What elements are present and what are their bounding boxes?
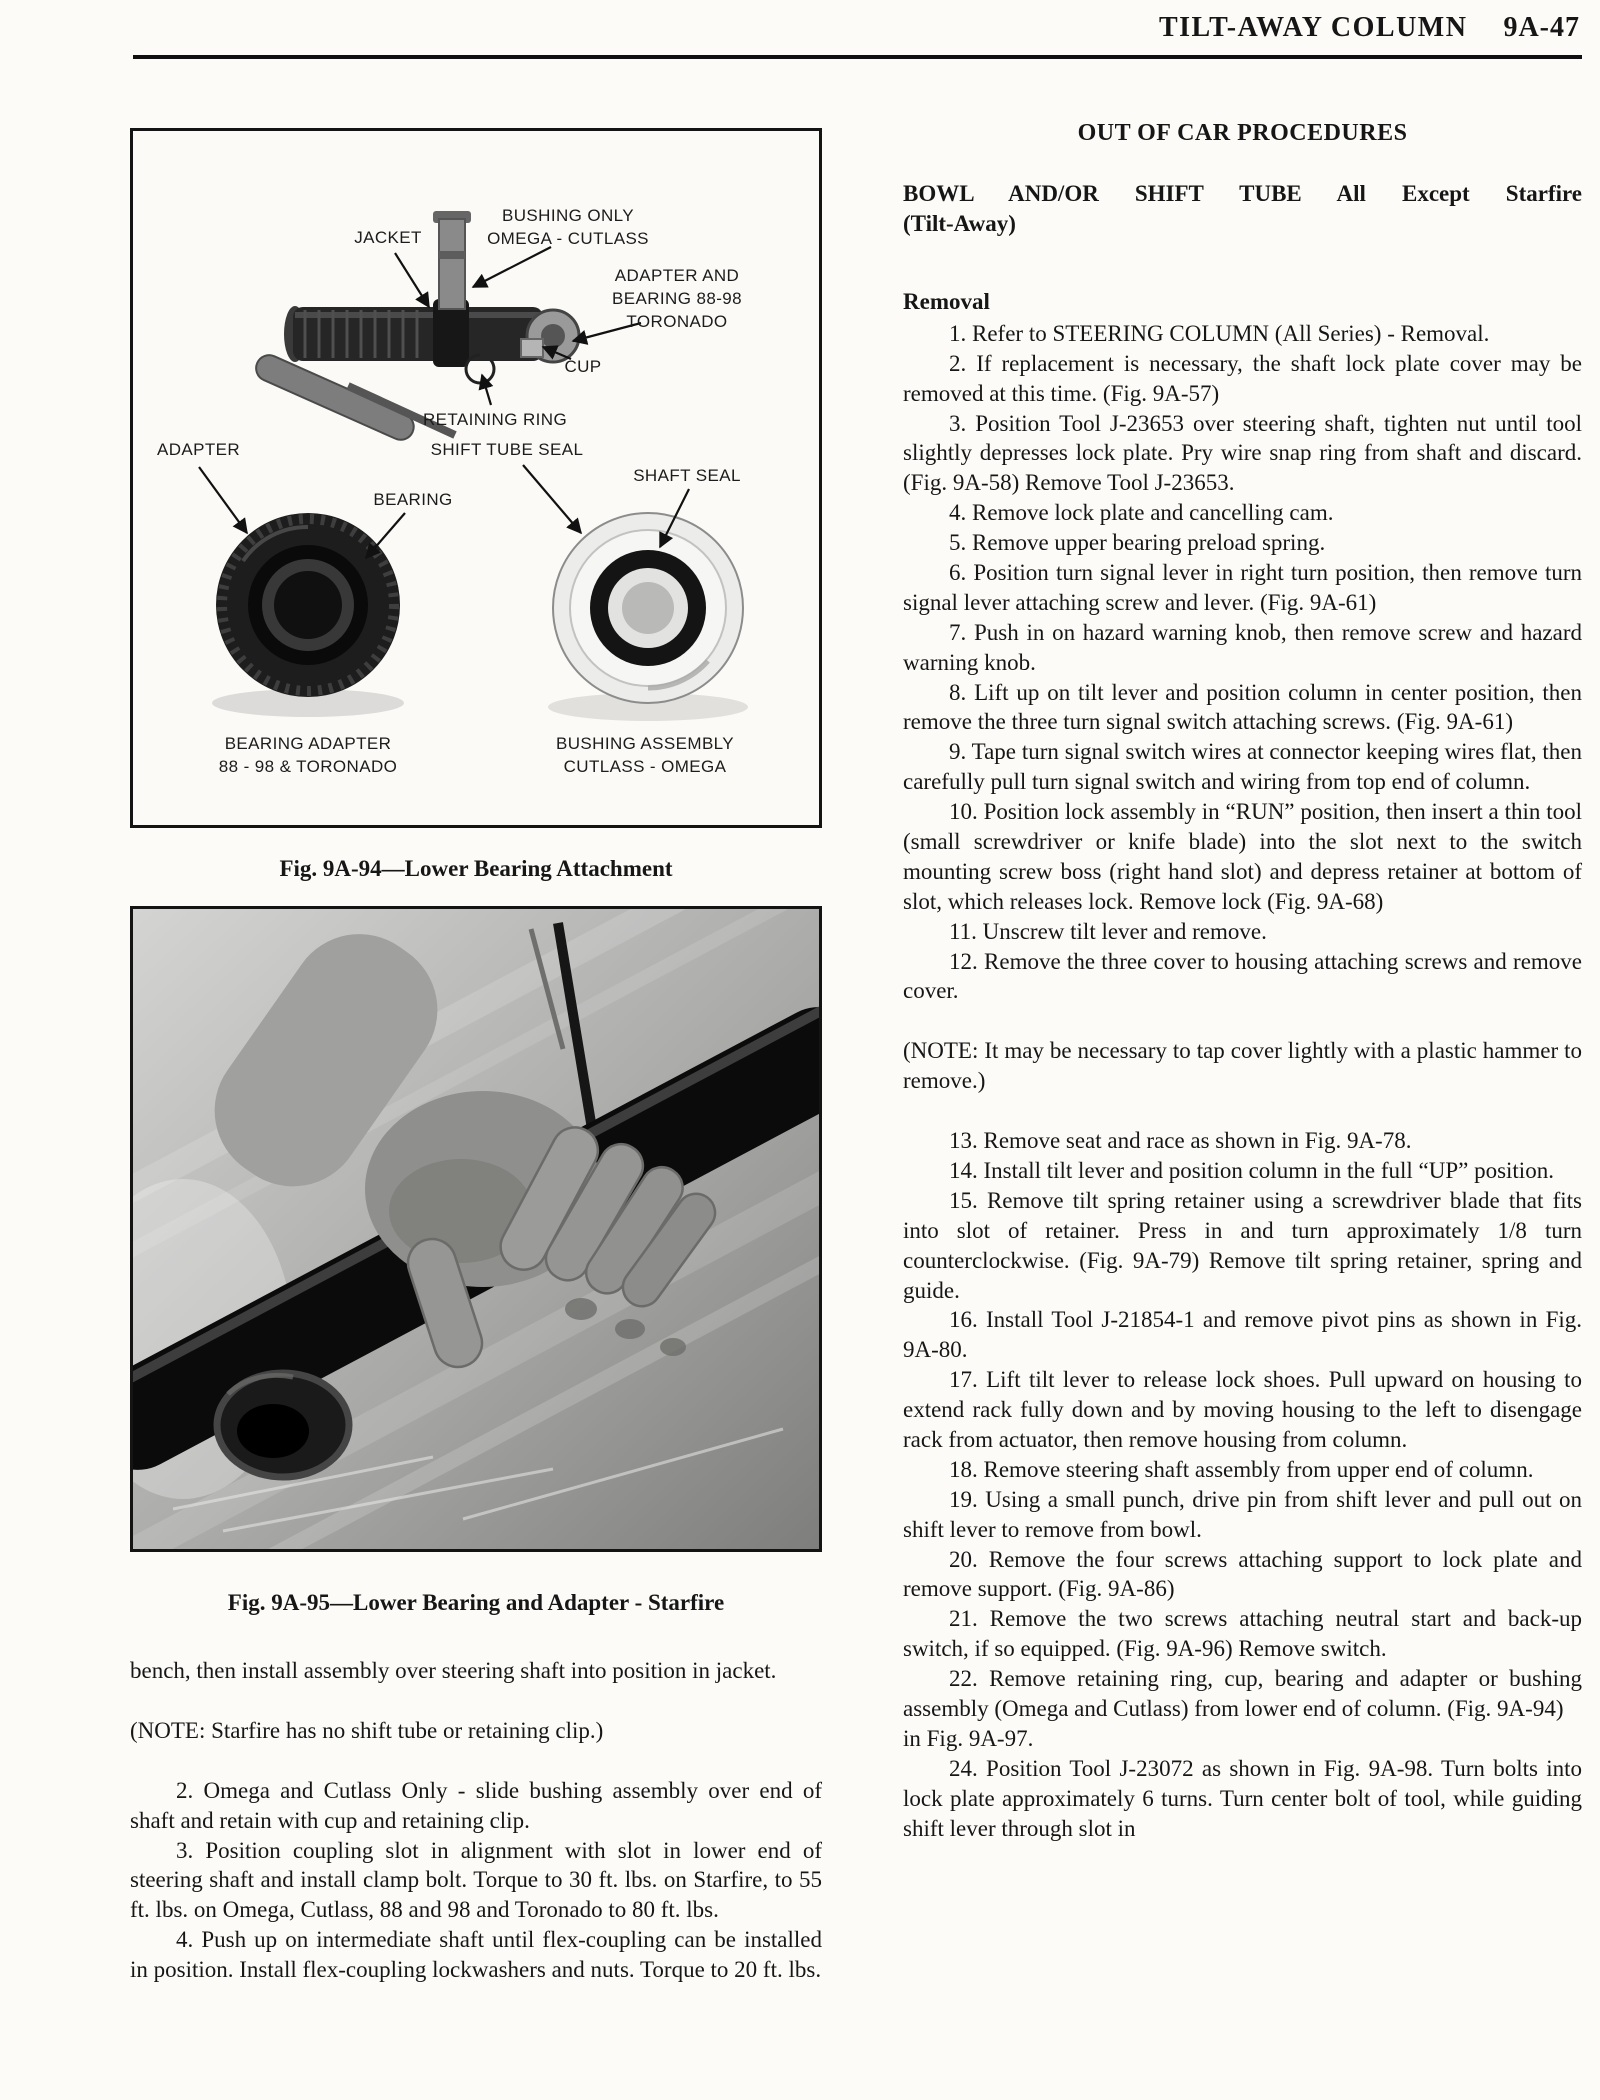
- procedure-step: 19. Using a small punch, drive pin from shift lever and pull out on shift lever to remove from bowl.: [903, 1486, 1582, 1542]
- procedure-step: 1. Refer to STEERING COLUMN (All Series) - Removal.: [949, 320, 1490, 346]
- label-bearing-adapter: BEARING ADAPTER 88 - 98 & TORONADO: [218, 734, 398, 776]
- procedure-step: 2. If replacement is necessary, the shaft lock plate cover may be removed at this time. (Fig. 9A-57): [903, 350, 1582, 406]
- procedure-step: 4. Remove lock plate and cancelling cam.: [949, 500, 1334, 526]
- page-number: 9A-47: [1503, 12, 1580, 43]
- right-column: [903, 118, 1582, 1844]
- procedure-step: 22. Remove retaining ring, cup, bearing and adapter or bushing assembly (Omega and Cutlass) from lower end of column. (Fig. 9A-94): [903, 1666, 1582, 1722]
- procedure-step: 9. Tape turn signal switch wires at connector keeping wires flat, then carefully pull turn signal switch and wiring from top end of column.: [903, 739, 1582, 795]
- header-rule: [133, 55, 1582, 59]
- procedure-step: 18. Remove steering shaft assembly from upper end of column.: [949, 1456, 1534, 1482]
- label-bushing-only: BUSHING ONLY OMEGA - CUTLASS: [487, 206, 649, 248]
- procedure-step: 21. Remove the two screws attaching neutral start and back-up switch, if so equipped. (Fig. 9A-96) Remove switch.: [903, 1606, 1582, 1662]
- label-bushing-assembly: BUSHING ASSEMBLY CUTLASS - OMEGA: [555, 734, 735, 776]
- body-paragraph: bench, then install assembly over steering shaft into position in jacket.: [130, 1658, 777, 1683]
- label-jacket: JACKET: [354, 228, 422, 247]
- figure-9a-94-caption: Fig. 9A-94—Lower Bearing Attachment: [279, 856, 673, 881]
- note-paragraph: (NOTE: It may be necessary to tap cover lightly with a plastic hammer to remove.): [903, 1038, 1582, 1094]
- page-header-title: TILT-AWAY COLUMN: [1158, 12, 1468, 43]
- procedure-step: 24. Position Tool J-23072 as shown in Fig. 9A-98. Turn bolts into lock plate approximately 6 turns. Turn center bolt of tool, while guiding shift lever through slot in: [903, 1755, 1582, 1841]
- label-shaft-seal: SHAFT SEAL: [633, 466, 741, 485]
- procedure-step: 14. Install tilt lever and position column in the full “UP” position.: [949, 1158, 1554, 1184]
- procedure-step: 7. Push in on hazard warning knob, then remove screw and hazard warning knob.: [903, 619, 1582, 675]
- procedure-step: 17. Lift tilt lever to release lock shoes. Pull upward on housing to extend rack fully down and by moving housing to the left to disengage rack from actuator, then remove housing from column.: [903, 1367, 1582, 1453]
- label-shift-tube-seal: SHIFT TUBE SEAL: [430, 440, 584, 459]
- subsection-heading: BOWL AND/OR SHIFT TUBE All Except Starfire (Tilt-Away): [903, 181, 1582, 237]
- lower-bearing-photo: [133, 909, 819, 1549]
- section-title: OUT OF CAR PROCEDURES: [1077, 120, 1408, 146]
- figure-lower-bearing-attachment: [130, 128, 822, 828]
- procedure-step: 3. Position coupling slot in alignment with slot in lower end of steering shaft and install clamp bolt. Torque to 30 ft. lbs. on Starfire, to 55 ft. lbs. on Omega, Cutlass, 88 and 98 and Toronado to 80 ft. lbs.: [130, 1837, 822, 1923]
- left-column-text: [130, 1656, 822, 1985]
- procedure-step: 20. Remove the four screws attaching support to lock plate and remove support. (Fig. 9A-86): [903, 1546, 1582, 1602]
- procedure-step: 3. Position Tool J-23653 over steering shaft, tighten nut until tool slightly depresses lock plate. Pry wire snap ring from shaft and discard. (Fig. 9A-58) Remove Tool J-23653.: [903, 410, 1582, 496]
- label-cup: CUP: [564, 357, 602, 376]
- note-paragraph: (NOTE: Starfire has no shift tube or retaining clip.): [130, 1717, 604, 1743]
- figure-lower-bearing-adapter-photo: [130, 906, 822, 1552]
- procedure-step: 15. Remove tilt spring retainer using a screwdriver blade that fits into slot of retainer. Press in and turn approximately 1/8 turn counterclockwise. (Fig. 9A-79) Remove tilt spring retainer, spring and guide.: [903, 1187, 1582, 1303]
- procedure-step: 6. Position turn signal lever in right turn position, then remove turn signal lever attaching screw and lever. (Fig. 9A-61): [903, 559, 1582, 615]
- left-column: [130, 128, 822, 1985]
- removal-subhead: Removal: [903, 288, 990, 314]
- label-adapter-and-bearing: ADAPTER AND BEARING 88-98 TORONADO: [612, 266, 742, 331]
- procedure-step: 12. Remove the three cover to housing attaching screws and remove cover.: [903, 948, 1582, 1004]
- procedure-step: 8. Lift up on tilt lever and position column in center position, then remove the three turn signal switch attaching screws. (Fig. 9A-61): [903, 679, 1582, 735]
- figure-9a-95-caption: Fig. 9A-95—Lower Bearing and Adapter - Starfire: [227, 1590, 725, 1615]
- label-retaining-ring: RETAINING RING: [422, 410, 568, 429]
- page-header: [1159, 12, 1580, 44]
- procedure-step: 2. Omega and Cutlass Only - slide bushing assembly over end of shaft and retain with cup and retaining clip.: [130, 1777, 822, 1833]
- procedure-step: 10. Position lock assembly in “RUN” position, then insert a thin tool (small screwdriver or knife blade) into the slot next to the switch mounting screw boss (right hand slot) and depress retainer at bottom of slot, which releases lock. Remove lock (Fig. 9A-68): [903, 799, 1582, 914]
- label-adapter: ADAPTER: [157, 440, 241, 459]
- procedure-step: 5. Remove upper bearing preload spring.: [949, 530, 1326, 556]
- procedure-step: 11. Unscrew tilt lever and remove.: [949, 918, 1267, 944]
- procedure-step: 4. Push up on intermediate shaft until flex-coupling can be installed in position. Install flex-coupling lockwashers and nuts. Torque to 20 ft. lbs.: [130, 1927, 822, 1983]
- procedure-step: 16. Install Tool J-21854-1 and remove pivot pins as shown in Fig. 9A-80.: [903, 1307, 1582, 1363]
- body-paragraph: in Fig. 9A-97.: [903, 1725, 1034, 1751]
- label-bearing: BEARING: [373, 490, 453, 509]
- procedure-step: 13. Remove seat and race as shown in Fig. 9A-78.: [949, 1128, 1412, 1154]
